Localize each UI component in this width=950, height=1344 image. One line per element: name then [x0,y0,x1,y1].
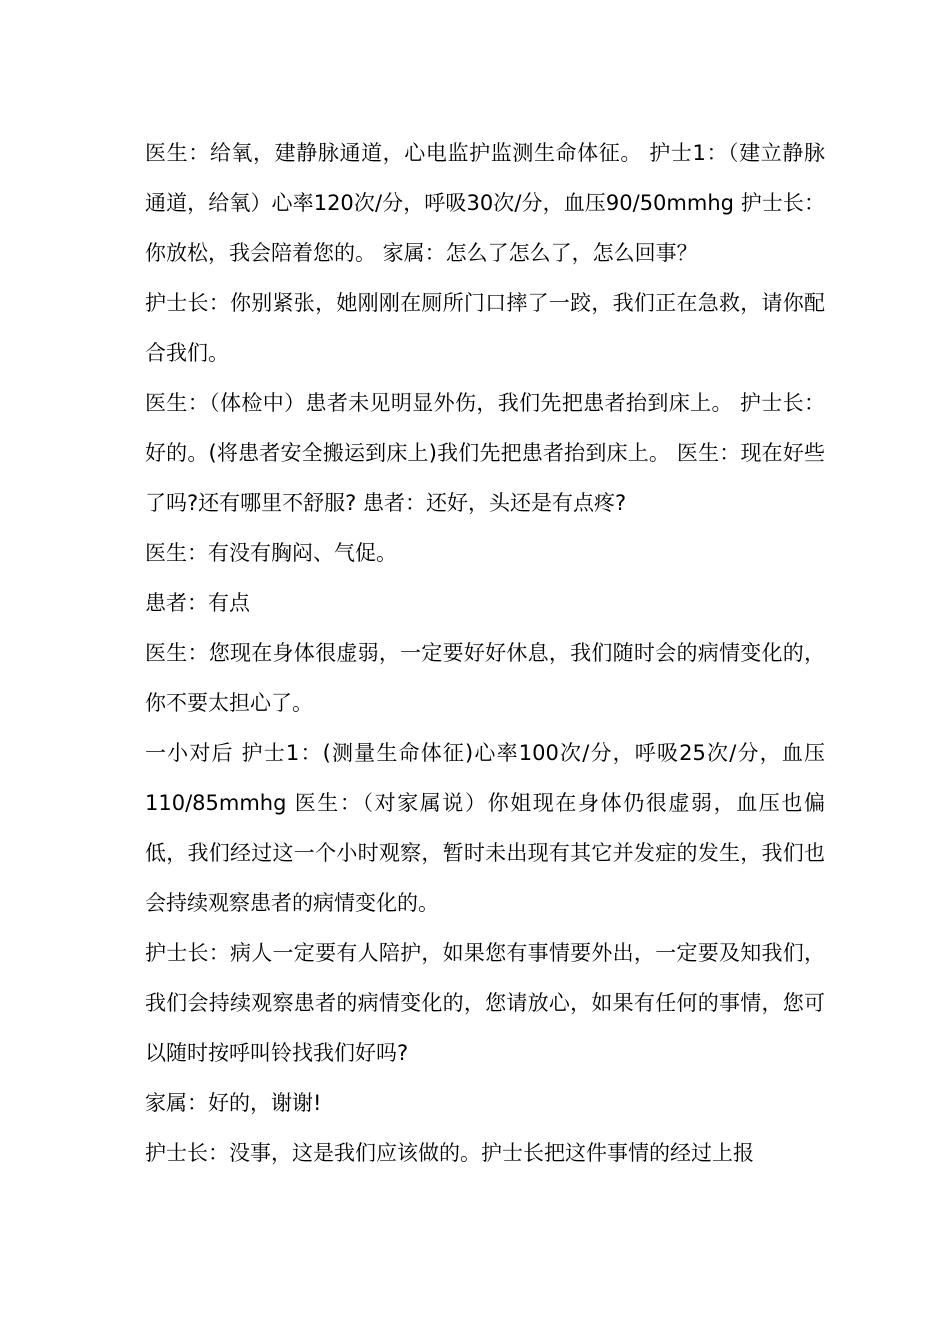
paragraph-3: 医生：（体检中）患者未见明显外伤，我们先把患者抬到床上。 护士长：好的。(将患者安全搬运到床上)我们先把患者抬到床上。 医生：现在好些了吗?还有哪里不舒服? 患者：还好，头还是有点疼? [145,391,825,515]
paragraph-6: 医生：您现在身体很虚弱，一定要好好休息，我们随时会的病情变化的，你不要太担心了。 [145,641,825,715]
paragraph-5: 患者：有点 [145,591,250,615]
paragraph-7: 一小对后 护士1：(测量生命体征)心率100次/分，呼吸25次/分，血压110/85mmhg 医生：（对家属说）你姐现在身体仍很虚弱，血压也偏低，我们经过这一个小时观察，暂时未出现有其它并发症的发生，我们也会持续观察患者的病情变化的。 [145,741,825,915]
paragraph-9: 家属：好的，谢谢! [145,1091,322,1115]
document-body [145,128,825,1178]
paragraph-1: 医生：给氧，建静脉通道，心电监护监测生命体征。 护士1：（建立静脉通道，给氧）心率120次/分，呼吸30次/分，血压90/50mmhg 护士长：你放松，我会陪着您的。 家属：怎么了怎么了，怎么回事？ [145,141,825,265]
paragraph-2: 护士长：你别紧张，她刚刚在厕所门口摔了一跤，我们正在急救，请你配合我们。 [145,291,825,365]
paragraph-8: 护士长：病人一定要有人陪护，如果您有事情要外出，一定要及知我们，我们会持续观察患者的病情变化的，您请放心，如果有任何的事情，您可以随时按呼叫铃找我们好吗? [145,941,825,1065]
paragraph-4: 医生：有没有胸闷、气促。 [145,541,397,565]
paragraph-10: 护士长：没事，这是我们应该做的。护士长把这件事情的经过上报 [145,1141,754,1165]
